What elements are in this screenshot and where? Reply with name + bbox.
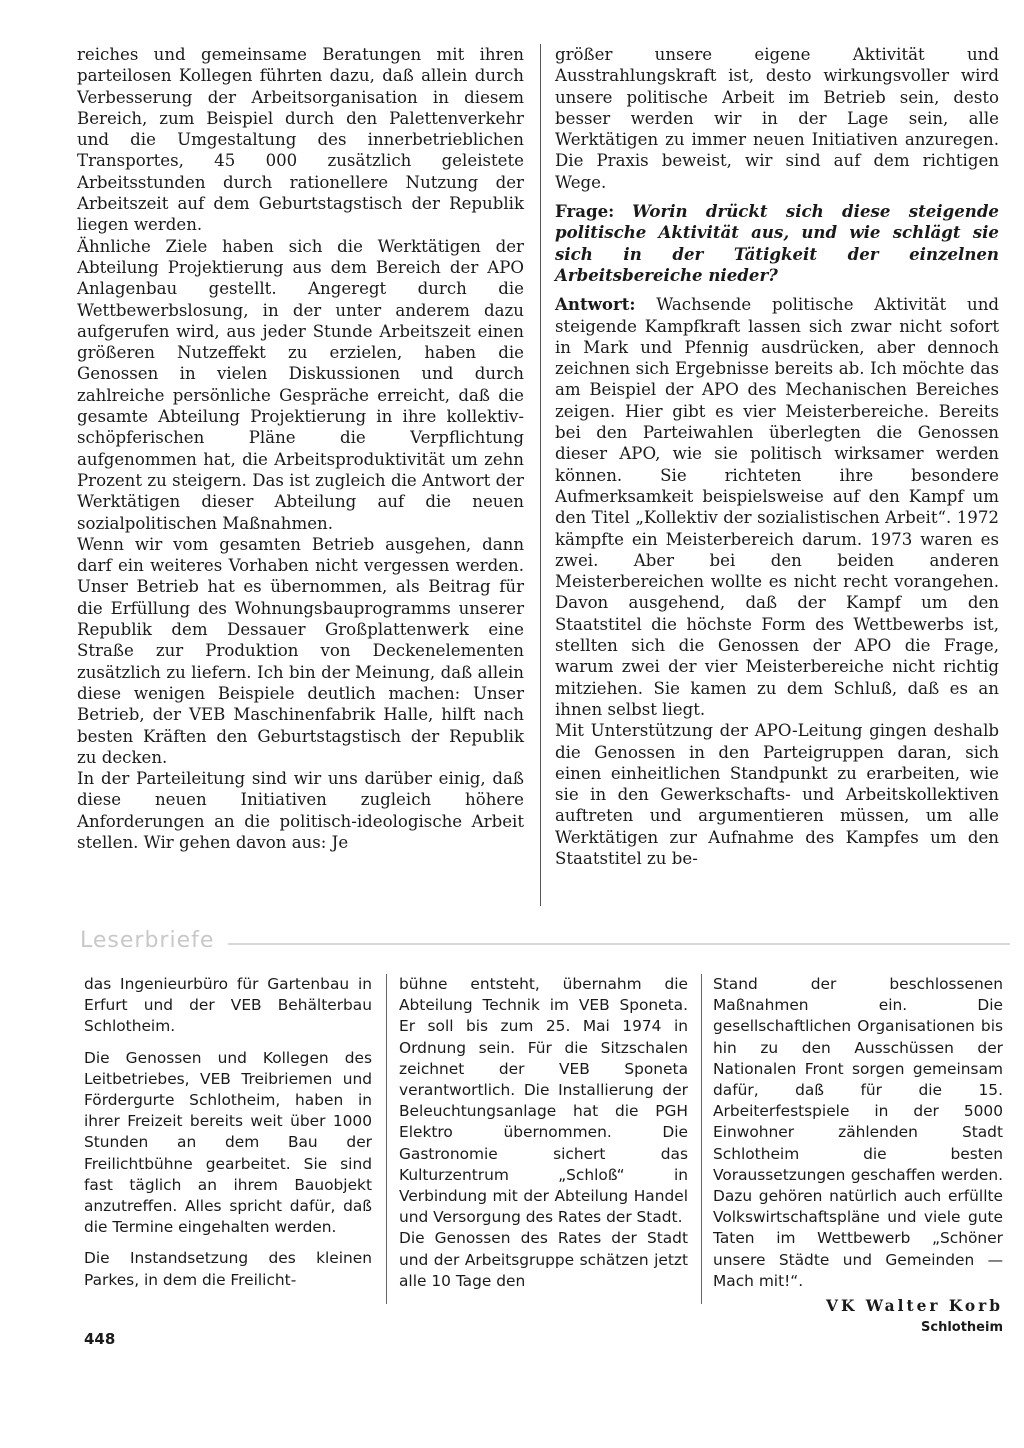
author-signature: VK Walter Korb (826, 1297, 1003, 1316)
section-header (80, 928, 1010, 954)
column-divider (701, 974, 702, 1304)
letters-column-3 (713, 974, 1003, 1338)
article-paragraph: Mit Unterstützung der APO-Leitung gingen deshalb die Genossen in den Parteigruppen daran, sich einen einheitlichen Standpunkt zu erarbeiten, wie sie in den Gewerkschafts- und Arbeitskollektiven auftreten und argumentieren müssen, um alle Werktätigen zur Aufnahme des Kampfes um den Staatstitel zu be- (555, 721, 999, 868)
article-paragraph: Wenn wir vom gesamten Betrieb ausgehen, dann darf ein weiteres Vorhaben nicht vergessen werden. Unser Betrieb hat es übernommen, als Beitrag für die Erfüllung des Wohnungsbauprogramms unserer Republik dem Dessauer Großplattenwerk eine Straße zur Produktion von Deckenelementen zusätzlich zu liefern. Ich bin der Meinung, daß allein diese wenigen Beispiele deutlich machen: Unser Betrieb, der VEB Maschinenfabrik Halle, hilft nach besten Kräften den Geburtstagstisch der Republik zu decken. (77, 534, 524, 767)
section-rule (228, 943, 1010, 945)
answer-text: Wachsende politische Aktivität und steigende Kampfkraft lassen sich zwar nicht sofort in Mark und Pfennig ausdrücken, aber dennoch zeichnen sich Ergebnisse bereits ab. Ich möchte das am Beispiel der APO des Mechanischen Bereiches zeigen. Hier gibt es vier Meisterbereiche. Bereits bei den Parteiwahlen überlegten die Genossen dieser APO, wie sie politisch wirksamer werden können. Sie richteten ihre besondere Aufmerksamkeit beispielsweise auf den Kampf um den Titel „Kollektiv der sozialistischen Arbeit“. 1972 kämpfte ein Meisterbereich darum. 1973 waren es zwei. Aber bei den beiden anderen Meisterbereichen wollte es nicht recht vorangehen. Davon ausgehend, daß der Kampf um den Staatstitel die höchste Form des Wettbewerbs ist, stellten sich die Genossen der APO die Frage, warum zwei der vier Meisterbereiche nicht richtig mitziehen. Sie kamen zu dem Schluß, daß es an ihnen selbst liegt. (555, 295, 999, 719)
article-left-column (77, 44, 524, 853)
question-label: Frage: (555, 201, 615, 222)
author-place: Schlotheim (921, 1320, 1003, 1336)
interview-question (555, 201, 999, 286)
article-paragraph: In der Parteileitung sind wir uns darüber einig, daß diese neuen Initiativen zugleich höhere Anforderungen an die politisch-ideologische Arbeit stellen. Wir gehen davon aus: Je (77, 769, 524, 852)
letter-paragraph: Die Genossen und Kollegen des Leitbetriebes, VEB Treibriemen und Fördergurte Schlotheim, haben in ihrer Freizeit bereits weit über 1000 Stunden an dem Bau der Freilichtbühne gearbeitet. Sie sind fast täglich an ihrem Bauobjekt anzutreffen. Alles spricht dafür, daß die Termine eingehalten werden. (84, 1048, 372, 1237)
article-paragraph: größer unsere eigene Aktivität und Ausstrahlungskraft ist, desto wirkungsvoller wird unsere politische Arbeit im Betrieb sein, desto besser werden wir in der Lage sein, alle Werktätigen zu immer neuen Initiativen anzuregen. Die Praxis beweist, wir sind auf dem richtigen Wege. (555, 45, 999, 192)
column-divider (540, 44, 541, 906)
column-divider (386, 974, 387, 1304)
section-title: Leserbriefe (80, 928, 215, 953)
letters-column-2 (399, 974, 688, 1292)
letter-paragraph: das Ingenieurbüro für Gartenbau in Erfurt und der VEB Behälterbau Schlotheim. (84, 975, 372, 1036)
letter-paragraph: Die Genossen des Rates der Stadt und der Arbeitsgruppe schätzen jetzt alle 10 Tage den (399, 1229, 688, 1290)
letter-paragraph: Die Instandsetzung des kleinen Parkes, in dem die Freilicht- (84, 1249, 372, 1289)
answer-label: Antwort: (555, 294, 636, 315)
article-right-column (555, 44, 999, 869)
letter-paragraph: Stand der beschlossenen Maßnahmen ein. Die gesellschaftlichen Organisationen bis hin zu den Ausschüssen der Nationalen Front sorgen gemeinsam dafür, daß für die 15. Arbeiterfestspiele in der 5000 Einwohner zählenden Stadt Schlotheim die besten Voraussetzungen geschaffen werden. Dazu gehören natürlich auch erfüllte Volkswirtschaftspläne und viele gute Taten im Wettbewerb „Schöner unsere Städte und Gemeinden — Mach mit!“. (713, 975, 1003, 1290)
article-paragraph: Ähnliche Ziele haben sich die Werktätigen der Abteilung Projektierung aus dem Bereich der APO Anlagenbau gestellt. Angeregt durch die Wettbewerbslosung, in der unter anderem dazu aufgerufen wird, aus jeder Stunde Arbeitszeit einen größeren Nutzeffekt zu erzielen, haben die Genossen in vielen Diskussionen und durch zahlreiche persönliche Gespräche erreicht, daß die gesamte Abteilung Projektierung in ihre kollektiv-schöpferischen Pläne die Verpflichtung aufgenommen hat, die Arbeitsproduktivität um zehn Prozent zu steigern. Das ist zugleich die Antwort der Werktätigen dieser Abteilung auf die neuen sozialpolitischen Maßnahmen. (77, 236, 524, 533)
interview-answer (555, 294, 999, 720)
question-text: Worin drückt sich diese steigende politische Aktivität aus, und wie schlägt sie sich in der Tätigkeit der einzelnen Arbeitsbereiche nieder? (555, 201, 999, 285)
letters-column-1 (84, 974, 372, 1291)
page-number: 448 (84, 1330, 116, 1348)
letter-paragraph: bühne entsteht, übernahm die Abteilung Technik im VEB Sponeta. Er soll bis zum 25. Mai 1974 in Ordnung sein. Für die Sitzschalen zeichnet der VEB Sponeta verantwortlich. Die Installierung der Beleuchtungsanlage hat die PGH Elektro übernommen. Die Gastronomie sichert das Kulturzentrum „Schloß“ in Verbindung mit der Abteilung Handel und Versorgung des Rates der Stadt. (399, 975, 688, 1227)
article-paragraph: reiches und gemeinsame Beratungen mit ihren parteilosen Kollegen führten dazu, daß allein durch Verbesserung der Arbeitsorganisation in diesem Bereich, zum Beispiel durch den Palettenverkehr und die Umgestaltung des innerbetrieblichen Transportes, 45 000 zusätzlich geleistete Arbeitsstunden durch rationellere Nutzung der Arbeitszeit auf dem Geburtstagstisch der Republik liegen werden. (77, 45, 524, 235)
